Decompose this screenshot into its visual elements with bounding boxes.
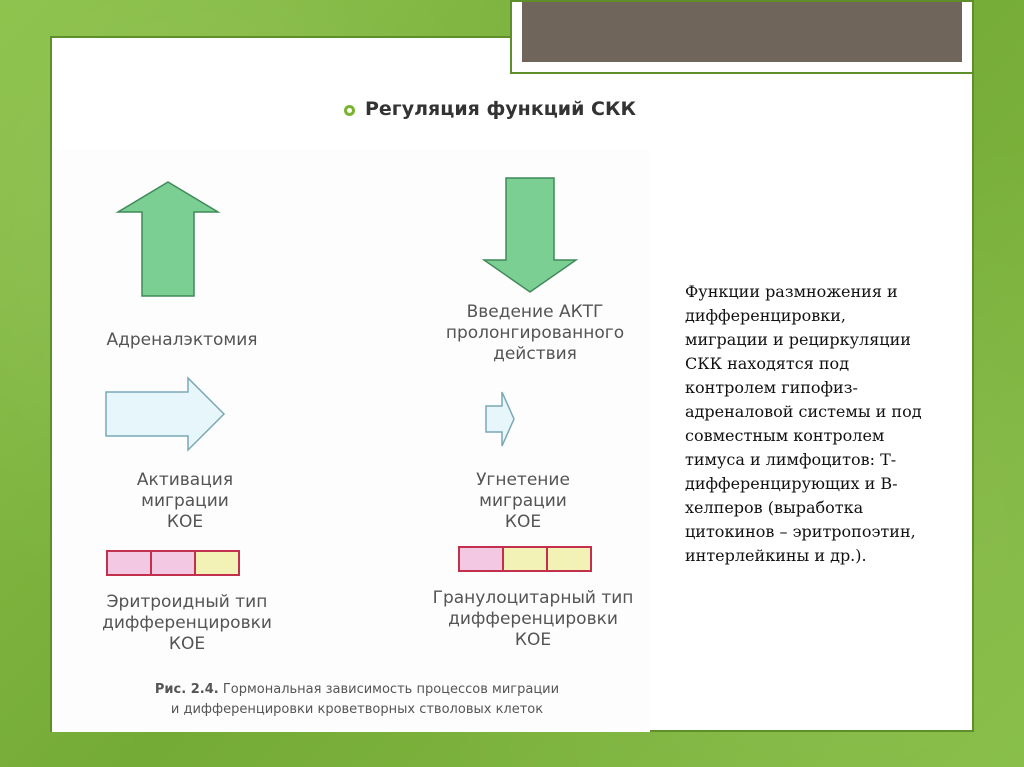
label-activation-line1: Активация bbox=[136, 470, 234, 490]
body-line: контролем гипофиз- bbox=[685, 378, 858, 397]
body-text bbox=[685, 280, 965, 568]
body-line: интерлейкины и др.). bbox=[685, 546, 867, 565]
label-erythroid-line2: дифференцировки bbox=[102, 613, 272, 633]
body-line: миграции и рециркуляции bbox=[685, 330, 911, 349]
label-acth-line1: Введение АКТГ bbox=[466, 302, 604, 322]
label-erythroid-line1: Эритроидный тип bbox=[106, 592, 268, 612]
body-line: дифференцировки, bbox=[685, 306, 846, 325]
label-adrenalectomy: Адреналэктомия bbox=[106, 330, 258, 350]
bullet-icon bbox=[344, 105, 355, 116]
caption-line1 bbox=[122, 680, 592, 700]
slide-title: Регуляция функций СКК bbox=[365, 98, 637, 120]
bar-cell bbox=[152, 552, 196, 574]
body-line: дифференцирующих и В- bbox=[685, 474, 898, 493]
body-line: совместным контролем bbox=[685, 426, 885, 445]
slide-heading bbox=[344, 96, 636, 122]
bar-cell bbox=[504, 548, 548, 570]
label-acth bbox=[430, 302, 640, 365]
label-activation bbox=[90, 470, 280, 533]
body-line: тимуса и лимфоцитов: Т- bbox=[685, 450, 897, 469]
label-granulocyte-line1: Гранулоцитарный тип bbox=[432, 588, 634, 608]
label-acth-line2: пролонгированного bbox=[445, 323, 625, 343]
granulocyte-bar bbox=[458, 546, 592, 572]
title-placeholder-frame bbox=[510, 0, 974, 74]
label-inhibition bbox=[428, 470, 618, 533]
bar-cell bbox=[548, 548, 590, 570]
label-inhibition-line3: КОЕ bbox=[504, 512, 542, 532]
figure-caption bbox=[122, 680, 592, 720]
arrow-right-large-icon bbox=[104, 376, 226, 452]
bar-cell bbox=[460, 548, 504, 570]
arrow-right-small-icon bbox=[484, 390, 516, 448]
label-acth-line3: действия bbox=[493, 344, 577, 364]
body-line: Функции размножения и bbox=[685, 282, 898, 301]
label-inhibition-line2: миграции bbox=[479, 491, 567, 511]
erythroid-bar bbox=[106, 550, 240, 576]
label-erythroid-line3: КОЕ bbox=[168, 634, 206, 654]
arrow-down-icon bbox=[482, 176, 578, 294]
body-line: адреналовой системы и под bbox=[685, 402, 922, 421]
title-placeholder bbox=[522, 2, 962, 62]
label-activation-line2: миграции bbox=[141, 491, 229, 511]
label-granulocyte bbox=[420, 588, 646, 651]
bar-cell bbox=[108, 552, 152, 574]
bar-cell bbox=[196, 552, 238, 574]
arrow-up-icon bbox=[114, 180, 222, 298]
label-erythroid bbox=[72, 592, 302, 655]
caption-line2: и дифференцировки кроветворных стволовых клеток bbox=[170, 702, 544, 717]
caption-prefix: Рис. 2.4. bbox=[154, 682, 219, 697]
body-line: хелперов (выработка bbox=[685, 498, 864, 517]
body-line: цитокинов – эритропоэтин, bbox=[685, 522, 916, 541]
label-granulocyte-line3: КОЕ bbox=[514, 630, 552, 650]
label-activation-line3: КОЕ bbox=[166, 512, 204, 532]
caption-text1: Гормональная зависимость процессов миграции bbox=[222, 682, 560, 697]
label-inhibition-line1: Угнетение bbox=[476, 470, 570, 490]
body-line: СКК находятся под bbox=[685, 354, 850, 373]
label-granulocyte-line2: дифференцировки bbox=[448, 609, 618, 629]
figure-diagram bbox=[52, 150, 650, 732]
